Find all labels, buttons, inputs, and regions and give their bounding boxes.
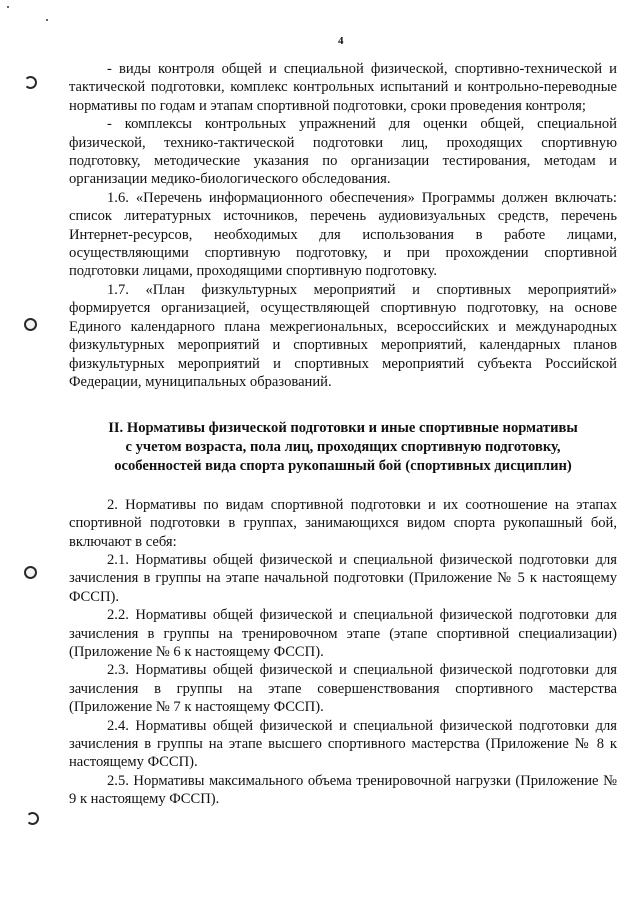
paragraph: 1.6. «Перечень информационного обеспечения» Программы должен включать: список литературных источников, перечень аудиовизуальных средств, перечень Интернет-ресурсов, необходимых для использования в работе лицами, осуществляющими спортивную подготовку, и при прохождении спортивной подготовки лицами, проходящими спортивную подготовку.	[69, 189, 617, 280]
paragraph: - виды контроля общей и специальной физической, спортивно-технической и тактической подготовки, комплекс контрольных испытаний и контрольно-переводные нормативы по годам и этапам спортивной подготовки, сроки проведения контроля;	[69, 61, 617, 114]
paragraph: 1.7. «План физкультурных мероприятий и спортивных мероприятий» формируется организацией, осуществляющей спортивную подготовку, на основе Единого календарного плана межрегиональных, всероссийских и международных физкультурных мероприятий и спортивных мероприятий, календарных планов физкультурных мероприятий и спортивных мероприятий субъекта Российской Федерации, муниципальных образований.	[69, 281, 617, 390]
punch-hole-mark	[24, 566, 37, 579]
punch-hole-mark	[24, 76, 37, 89]
paragraph: 2.5. Нормативы максимального объема тренировочной нагрузки (Приложение № 9 к настоящему ФССП).	[69, 772, 617, 808]
section-heading-line: с учетом возраста, пола лиц, проходящих спортивную подготовку,	[125, 439, 561, 456]
scan-speck	[46, 19, 48, 21]
section-heading-line: II. Нормативы физической подготовки и иные спортивные нормативы	[108, 420, 578, 437]
page-number: 4	[338, 35, 344, 47]
section-heading	[69, 419, 617, 475]
paragraph: 2. Нормативы по видам спортивной подготовки и их соотношение на этапах спортивной подготовки в группах, занимающихся видом спорта рукопашный бой, включают в себя:	[69, 496, 617, 550]
document-body	[69, 60, 617, 809]
scan-speck	[7, 6, 9, 8]
paragraph: 2.1. Нормативы общей физической и специальной физической подготовки для зачисления в группы на этапе начальной подготовки (Приложение № 5 к настоящему ФССП).	[69, 551, 617, 605]
paragraph: 2.3. Нормативы общей физической и специальной физической подготовки для зачисления в группы на этапе совершенствования спортивного мастерства (Приложение № 7 к настоящему ФССП).	[69, 662, 617, 716]
paragraph: 2.4. Нормативы общей физической и специальной физической подготовки для зачисления в группы на этапе высшего спортивного мастерства (Приложение № 8 к настоящему ФССП).	[69, 717, 617, 771]
paragraph: - комплексы контрольных упражнений для оценки общей, специальной физической, технико-тактической подготовки лиц, проходящих спортивную подготовку, методические указания по организации тестирования, методам и организации медико-биологического обследования.	[69, 116, 617, 188]
punch-hole-mark	[24, 318, 37, 331]
punch-hole-mark	[26, 812, 39, 825]
section-heading-line: особенностей вида спорта рукопашный бой (спортивных дисциплин)	[114, 457, 572, 474]
paragraph: 2.2. Нормативы общей физической и специальной физической подготовки для зачисления в группы на тренировочном этапе (этапе спортивной специализации) (Приложение № 6 к настоящему ФССП).	[69, 607, 617, 660]
